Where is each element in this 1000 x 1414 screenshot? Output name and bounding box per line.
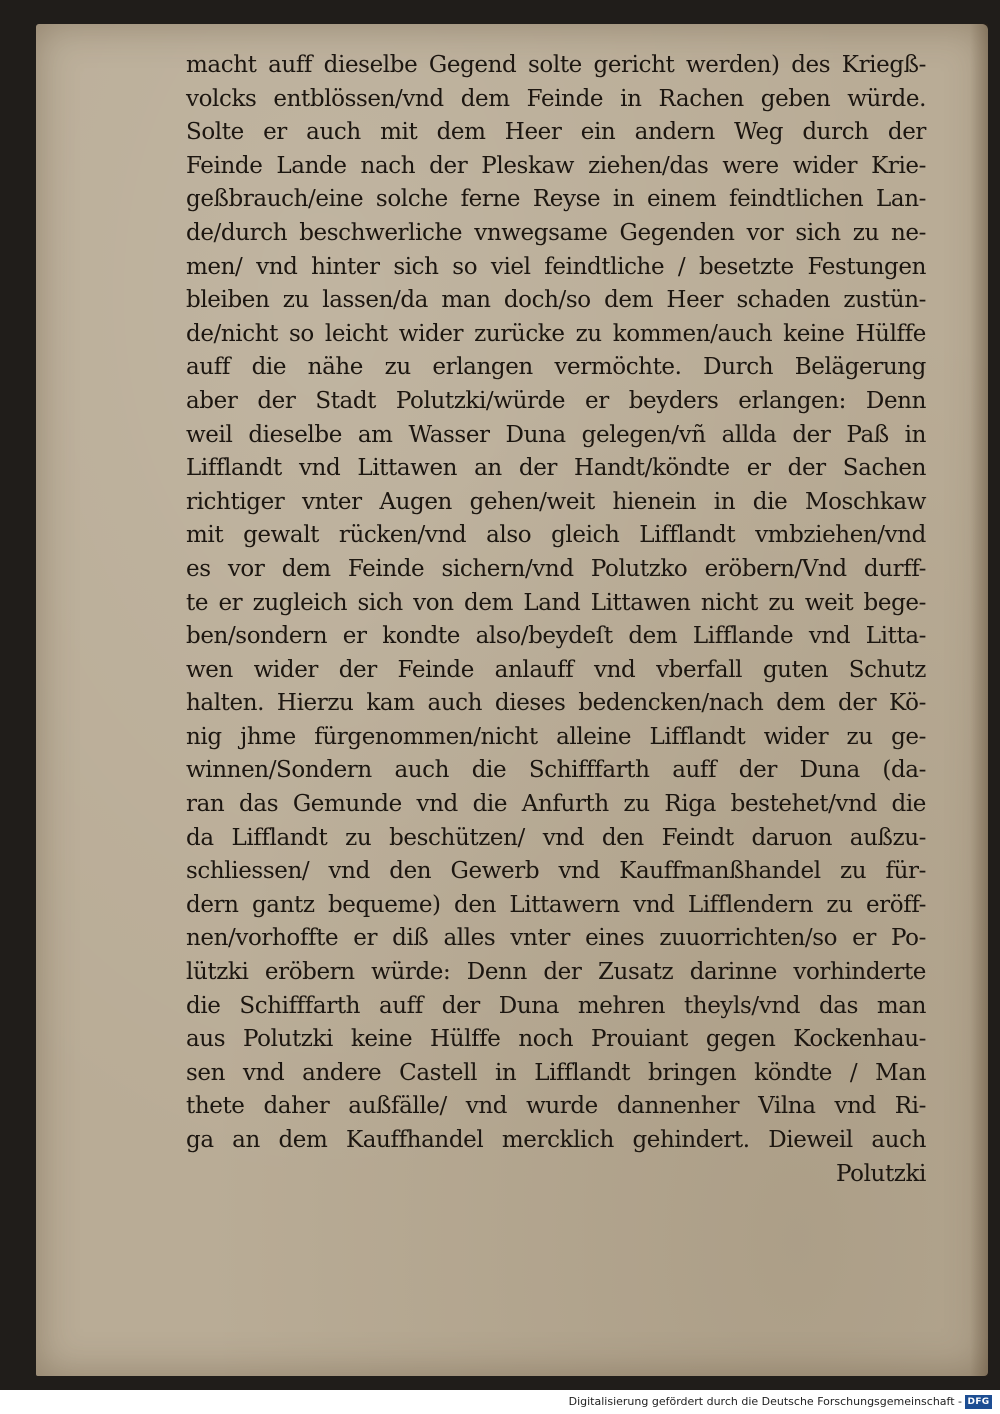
page-edge-shadow [970,24,988,1376]
text-line: nen/vorhoffte er diß alles vnter eines zuuorrichten/so er Po- [186,925,926,952]
text-line: Solte er auch mit dem Heer ein andern Weg durch der [186,119,926,146]
text-line: men/ vnd hinter sich so viel feindtliche / besetzte Festungen [186,253,926,280]
text-line: die Schifffarth auff der Duna mehren theyls/vnd das man [186,992,926,1019]
text-line: halten. Hierzu kam auch dieses bedencken/nach dem der Kö- [186,690,926,717]
text-line: aus Polutzki keine Hülffe noch Prouiant gegen Kockenhau- [186,1026,926,1053]
dfg-logo: DFG [965,1395,992,1409]
text-line: ben/sondern er kondte also/beydeſt dem Lifflande vnd Litta- [186,623,926,650]
text-line: Feinde Lande nach der Pleskaw ziehen/das were wider Krie- [186,152,926,179]
text-line: lützki eröbern würde: Denn der Zusatz darinne vorhinderte [186,959,926,986]
text-line: nig jhme fürgenommen/nicht alleine Lifflandt wider zu ge- [186,723,926,750]
text-line: auff die nähe zu erlangen vermöchte. Durch Belägerung [186,354,926,381]
text-line: ran das Gemunde vnd die Anfurth zu Riga bestehet/vnd die [186,791,926,818]
funding-credit: Digitalisierung gefördert durch die Deutsche Forschungsgemeinschaft - [568,1395,962,1408]
text-line: bleiben zu lassen/da man doch/so dem Heer schaden zustün- [186,287,926,314]
text-line: richtiger vnter Augen gehen/weit hienein in die Moschkaw [186,488,926,515]
text-line: de/durch beschwerliche vnwegsame Gegenden vor sich zu ne- [186,219,926,246]
text-line: mit gewalt rücken/vnd also gleich Lifflandt vmbziehen/vnd [186,522,926,549]
text-line: de/nicht so leicht wider zurücke zu kommen/auch keine Hülffe [186,320,926,347]
text-line: aber der Stadt Polutzki/würde er beyders erlangen: Denn [186,387,926,414]
text-line: macht auff dieselbe Gegend solte gericht werden) des Kriegß- [186,52,926,78]
text-line: weil dieselbe am Wasser Duna gelegen/vñ allda der Paß in [186,421,926,448]
catchword: Polutzki [835,1160,926,1187]
text-line: volcks entblössen/vnd dem Feinde in Rachen geben würde. [186,85,926,112]
text-line: geßbrauch/eine solche ferne Reyse in einem feindtlichen Lan- [186,186,926,213]
text-line: es vor dem Feinde sichern/vnd Polutzko eröbern/Vnd durff- [186,555,926,582]
text-line: da Lifflandt zu beschützen/ vnd den Feindt daruon außzu- [186,824,926,851]
text-line: winnen/Sondern auch die Schifffarth auff der Duna (da- [186,757,926,784]
text-line: te er zugleich sich von dem Land Littawen nicht zu weit bege- [186,589,926,616]
body-text [186,49,926,1191]
digitization-footer [0,1392,1000,1414]
text-line: sen vnd andere Castell in Lifflandt bringen köndte / Man [186,1059,926,1086]
text-line: wen wider der Feinde anlauff vnd vberfall guten Schutz [186,656,926,683]
text-line: ga an dem Kauffhandel mercklich gehindert. Dieweil auch [186,1127,926,1153]
text-line: dern gantz bequeme) den Littawern vnd Lifflendern zu eröff- [186,891,926,918]
text-line: schliessen/ vnd den Gewerb vnd Kauffmanßhandel zu für- [186,858,926,885]
text-line: Lifflandt vnd Littawen an der Handt/köndte er der Sachen [186,455,926,482]
text-line: thete daher außfälle/ vnd wurde dannenher Vilna vnd Ri- [186,1093,926,1120]
